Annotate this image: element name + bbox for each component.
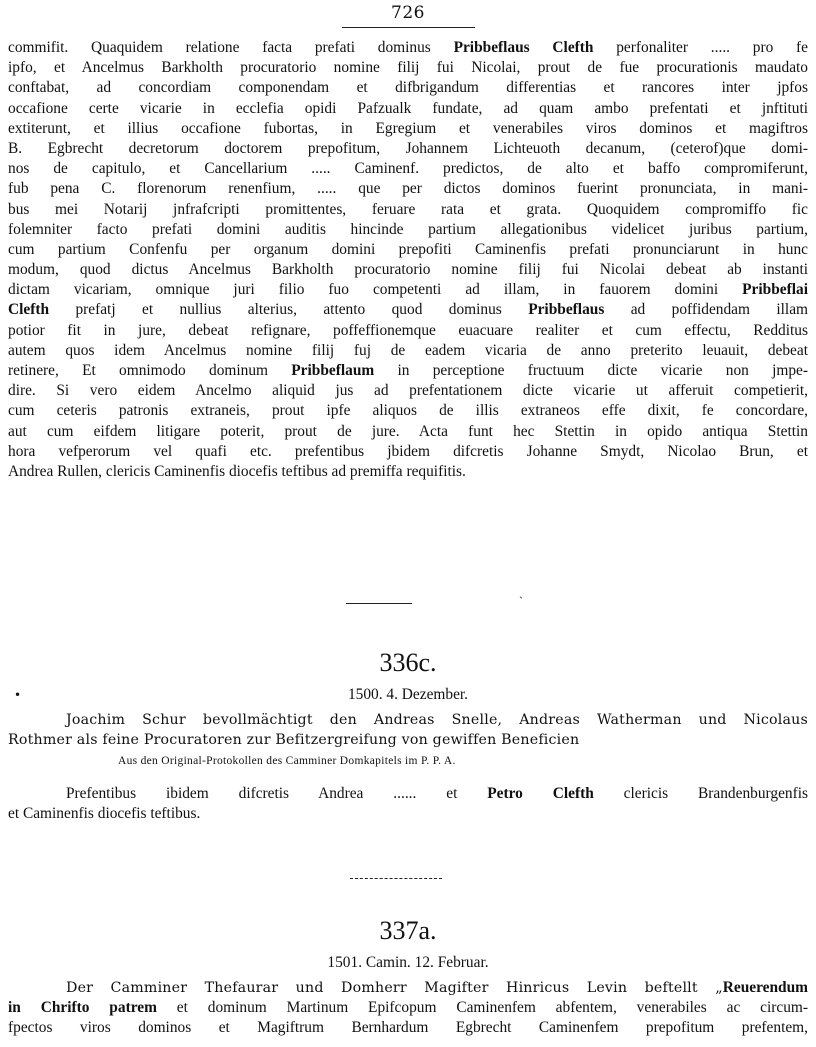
- text-segment: conftabat, ad concordiam componendam et difbrigandum differentias et rancores inter jpfos: [8, 79, 808, 97]
- continuation-text-block: [8, 38, 808, 482]
- text-line: [8, 422, 808, 442]
- margin-bullet: •: [14, 688, 22, 702]
- text-line: [8, 159, 808, 179]
- header-rule: [342, 27, 475, 28]
- text-segment: bus mei Notarij jnfrafcripti promittentes, feruare rata et grata. Quoquidem compromiffo fic: [8, 200, 808, 218]
- text-line: [8, 341, 808, 361]
- text-line: [8, 38, 808, 58]
- text-line: [8, 401, 808, 421]
- text-line: [8, 200, 808, 220]
- text-segment: extiterunt, et illius occafione fubortas, in Egregium et venerabiles viros dominos et magiftros: [8, 119, 808, 137]
- text-segment: potior fit in jure, debeat refignare, poffeffionemque euacuare realiter et cum effectu, Redditus: [8, 321, 808, 339]
- text-line: [8, 220, 808, 240]
- doc-336c-text-line: [8, 784, 808, 804]
- text-segment: B. Egbrecht decretorum doctorem prepofitum, Johannem Lichteuoth decanum, (ceterof)que domi-: [8, 139, 808, 157]
- text-line: [8, 462, 808, 482]
- text-segment-bold: in Chrifto patrem: [8, 999, 157, 1017]
- doc-336c-number: 336c.: [379, 648, 437, 677]
- text-segment: folemniter facto prefati domini auditis hincinde partium allegationibus videlicet juribus partium,: [8, 220, 808, 238]
- section-divider: [346, 603, 412, 604]
- text-segment: fub pena C. florenorum renenfium, ..... que per dictos dominos fuerint pronunciata, in mani-: [8, 180, 808, 198]
- text-segment: commifit. Quaquidem relatione facta prefati dominus: [8, 39, 454, 56]
- bold-name: Pribbeflaus: [528, 301, 605, 319]
- page-number: 726: [391, 3, 425, 23]
- text-segment: modum, quod dictus Ancelmus Barkholth procuratorio nomine filij fui Nicolai debeat ab instanti: [8, 261, 808, 279]
- doc-336c-source: Aus den Original-Protokollen des Camminer Domkapitels im P. P. A.: [118, 755, 456, 768]
- text-line: [8, 179, 808, 199]
- doc-337a-date: 1501. Camin. 12. Februar.: [327, 954, 489, 971]
- text-line: [8, 119, 808, 139]
- text-segment: prefatj et nullius alterius, attento quod dominus: [49, 301, 529, 319]
- doc-337a-text-line: [8, 998, 808, 1018]
- doc-336c-text-line: et Caminenfis diocefis teftibus.: [8, 805, 201, 823]
- text-segment: occafione certe vicarie in ecclefia opidi Pafzualk fundate, ad quam ambo prefentati et jnftituti: [8, 99, 808, 117]
- doc-337a-number: 337a.: [379, 916, 437, 945]
- text-line: [8, 300, 808, 320]
- text-segment: et dominum Martinum Epifcopum Caminenfem abfentem, venerabiles ac circum-: [156, 999, 809, 1017]
- text-segment: autem quos idem Ancelmus nomine filij fuj de eadem vicaria de anno preterito leuauit, debeat: [8, 341, 808, 359]
- text-segment: clericis Brandenburgenfis: [593, 785, 808, 802]
- bold-name: Pribbeflaus Clefth: [453, 39, 594, 56]
- bold-name: Pribbeflaum: [291, 362, 375, 379]
- text-segment: hora vefperorum vel quafi etc. prefentibus jbidem difcretis Johanne Smydt, Nicolao Brun, et: [8, 442, 808, 460]
- text-segment: dire. Si vero eidem Ancelmo aliquid jus ad prefentationem dicte vicarie ut afferuit competierit,: [8, 382, 808, 400]
- text-segment: Der Camminer Thefaurar und Domherr Magifter Hinricus Levin beftellt „: [66, 980, 723, 996]
- doc-336c-date: 1500. 4. Dezember.: [347, 686, 469, 703]
- margin-mark: ˎ: [519, 585, 523, 599]
- text-segment: Andrea Rullen, clericis Caminenfis diocefis teftibus ad premiffa requifitis.: [8, 462, 466, 480]
- text-segment-bold: Reuerendum: [722, 979, 808, 996]
- text-segment: aut cum eifdem litigare poterit, prout de jure. Acta funt hec Stettin in opido antiqua Stettin: [8, 422, 808, 440]
- text-segment: nos de capitulo, et Cancellarium ..... Caminenf. predictos, de alto et baffo compromiferunt,: [8, 160, 808, 178]
- text-line: [8, 280, 808, 300]
- text-line: [8, 78, 808, 98]
- bold-name: Pribbeflai: [742, 281, 808, 299]
- doc-337a-text-line: fpectos viros dominos et Magiftrum Bernhardum Egbrecht Caminenfem prepofitum prefentem,: [8, 1019, 808, 1037]
- bold-name: Clefth: [8, 301, 50, 319]
- doc-336c-text: [8, 784, 808, 824]
- doc-337a-text: [8, 978, 808, 1039]
- text-segment: in perceptione fructuum dicte vicarie non jmpe-: [374, 362, 808, 379]
- doc-336c-summary-line: Joachim Schur bevollmächtigt den Andreas Snelle, Andreas Watherman und Nicolaus: [66, 712, 808, 728]
- text-line: [8, 58, 808, 78]
- text-segment: cum ceteris patronis extraneis, prout ipfe aliquos de illis extraneos effe dixit, fe concordare,: [8, 402, 808, 420]
- text-line: [8, 260, 808, 280]
- text-segment: cum partium Confenfu per organum domini prepofiti Caminenfis prefati pronunciarunt in hunc: [8, 240, 808, 258]
- text-segment: ipfo, et Ancelmus Barkholth procuratorio nomine filij fui Nicolai, prout de fue procurationis maudato: [8, 59, 808, 77]
- text-line: [8, 139, 808, 159]
- text-line: [8, 99, 808, 119]
- doc-336c-summary-line: Rothmer als feine Procuratoren zur Befitzergreifung von gewiffen Beneficien: [8, 732, 580, 749]
- doc-336c-summary: [8, 710, 808, 772]
- text-line: [8, 321, 808, 341]
- text-line: [8, 240, 808, 260]
- text-segment: ad poffidendam illam: [604, 301, 809, 319]
- text-segment: retinere, Et omnimodo dominum: [8, 362, 292, 379]
- text-segment: dictam vicariam, omnique juri filio fuo competenti ad illam, in fauorem domini: [8, 281, 743, 299]
- text-segment: Prefentibus ibidem difcretis Andrea ...... et: [66, 785, 488, 802]
- text-line: [8, 361, 808, 381]
- section-divider: [350, 878, 442, 879]
- text-line: [8, 442, 808, 462]
- doc-337a-text-line: [8, 978, 808, 998]
- text-line: [8, 381, 808, 401]
- name-petro-clefth: Petro Clefth: [487, 785, 594, 802]
- text-segment: perfonaliter ..... pro fe: [593, 39, 809, 56]
